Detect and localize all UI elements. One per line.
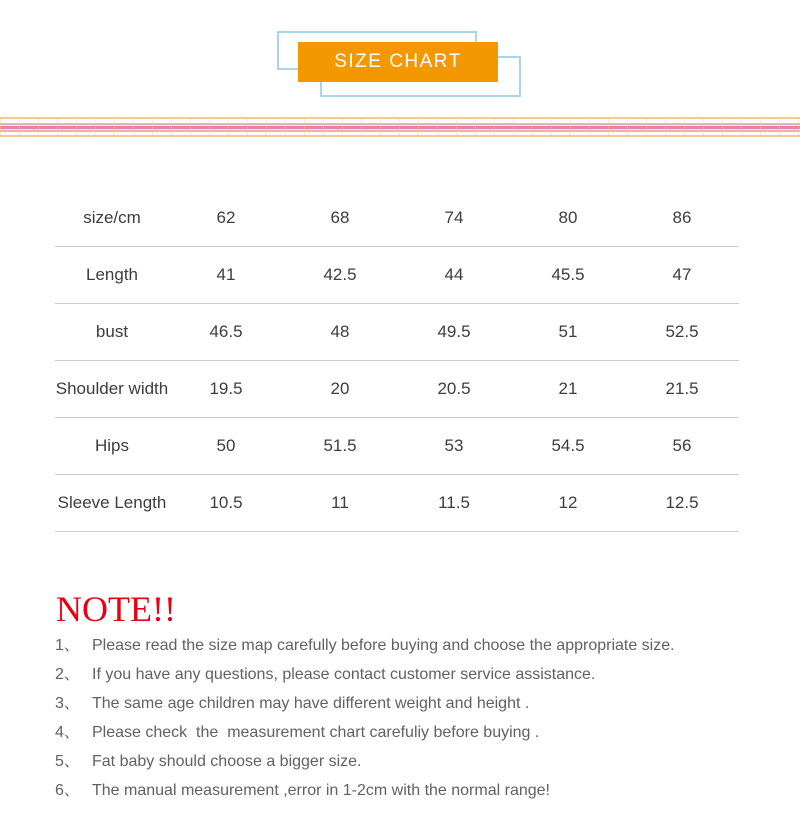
- notes-list: [55, 636, 765, 810]
- note-number: 2、: [55, 666, 80, 683]
- table-cell: 20.5: [437, 379, 471, 398]
- note-number: 3、: [55, 695, 80, 712]
- table-row-hips: [55, 418, 739, 475]
- table-cell: 46.5: [209, 322, 243, 341]
- note-text: The manual measurement ,error in 1-2cm with the normal range!: [92, 782, 550, 799]
- table-cell: 51: [558, 322, 578, 341]
- table-cell: 20: [330, 379, 350, 398]
- note-number: 5、: [55, 753, 80, 770]
- row-label: Sleeve Length: [57, 493, 167, 512]
- table-cell: 56: [672, 436, 692, 455]
- table-row-bust: [55, 304, 739, 361]
- table-row-size: [55, 190, 739, 247]
- row-label: size/cm: [83, 208, 141, 227]
- table-cell: 11.5: [438, 493, 470, 512]
- table-row-shoulder-width: [55, 361, 739, 418]
- table-cell: 47: [672, 265, 692, 284]
- table-cell: 21: [558, 379, 578, 398]
- note-number: 1、: [55, 637, 80, 654]
- note-text: If you have any questions, please contact customer service assistance.: [92, 666, 596, 683]
- note-text: Please check the measurement chart carefuliy before buying .: [92, 724, 540, 741]
- note-item: [55, 752, 765, 772]
- row-label: Hips: [94, 436, 129, 455]
- note-heading: NOTE!!: [56, 589, 176, 629]
- table-cell: 68: [330, 208, 350, 227]
- table-cell: 80: [558, 208, 578, 227]
- size-table: [55, 190, 739, 532]
- note-text: Fat baby should choose a bigger size.: [92, 753, 362, 770]
- table-row-sleeve-length: [55, 475, 739, 532]
- table-cell: 19.5: [209, 379, 243, 398]
- note-item: [55, 781, 765, 801]
- note-text: Please read the size map carefully before buying and choose the appropriate size.: [92, 637, 675, 654]
- table-cell: 12.5: [665, 493, 699, 512]
- table-cell: 12: [558, 493, 578, 512]
- table-cell: 11: [331, 493, 349, 512]
- decorative-stripe-band: [0, 117, 800, 137]
- table-cell: 21.5: [665, 379, 699, 398]
- table-cell: 44: [444, 265, 464, 284]
- note-item: [55, 636, 765, 656]
- table-cell: 86: [672, 208, 692, 227]
- table-cell: 53: [444, 436, 464, 455]
- table-cell: 49.5: [437, 322, 471, 341]
- table-cell: 51.5: [323, 436, 357, 455]
- table-cell: 74: [444, 208, 464, 227]
- table-cell: 41: [216, 265, 236, 284]
- note-item: [55, 665, 765, 685]
- note-item: [55, 694, 765, 714]
- table-cell: 10.5: [209, 493, 243, 512]
- table-row-length: [55, 247, 739, 304]
- table-cell: 62: [216, 208, 236, 227]
- table-cell: 54.5: [551, 436, 585, 455]
- page-title: SIZE CHART: [298, 42, 498, 82]
- note-item: [55, 723, 765, 743]
- table-cell: 52.5: [665, 322, 699, 341]
- note-number: 4、: [55, 724, 80, 741]
- note-number: 6、: [55, 782, 80, 799]
- row-label: bust: [95, 322, 129, 341]
- table-cell: 48: [330, 322, 350, 341]
- table-cell: 50: [216, 436, 236, 455]
- row-label: Length: [86, 265, 138, 284]
- row-label: Shoulder width: [55, 379, 169, 398]
- note-text: The same age children may have different weight and height .: [92, 695, 530, 712]
- table-cell: 42.5: [323, 265, 357, 284]
- table-cell: 45.5: [551, 265, 585, 284]
